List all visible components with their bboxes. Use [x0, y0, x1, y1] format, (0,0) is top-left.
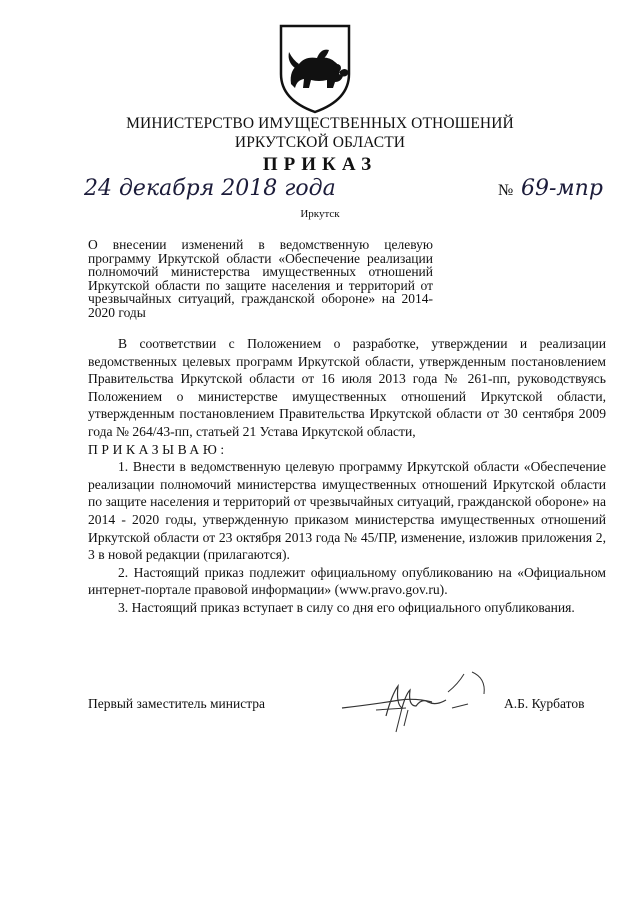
ministry-line-2: ИРКУТСКОЙ ОБЛАСТИ: [234, 134, 406, 151]
signer-position: Первый заместитель министра: [88, 696, 266, 711]
coat-of-arms-emblem: [277, 22, 353, 114]
signer-name: А.Б. Курбатов: [504, 696, 585, 711]
order-item-2: 2. Настоящий приказ подлежит официальному опубликованию на «Официальном интернет-портале правовой информации» (www.pravo.gov.ru).: [88, 564, 606, 598]
order-body: [88, 335, 606, 617]
document-type-title: ПРИКАЗ: [262, 154, 378, 175]
number-label: №: [498, 182, 514, 199]
order-word: ПРИКАЗЫВАЮ:: [88, 441, 228, 457]
handwritten-signature: [336, 664, 496, 736]
city-label: Иркутск: [300, 208, 340, 220]
handwritten-number: 69-мпр: [521, 176, 603, 201]
ministry-heading: [0, 114, 640, 152]
order-item-3: 3. Настоящий приказ вступает в силу со дня его официального опубликования.: [118, 599, 575, 615]
order-subject: О внесении изменений в ведомственную целевую программу Иркутской области «Обеспечение реализации полномочий министерства имущественных отношений Иркутской области по защите населения и территорий от чрезвычайных ситуаций, гражданской обороне» на 2014-2020 годы: [88, 237, 433, 320]
ministry-line-1: МИНИСТЕРСТВО ИМУЩЕСТВЕННЫХ ОТНОШЕНИЙ: [126, 115, 514, 132]
preamble-paragraph: В соответствии с Положением о разработке, утверждении и реализации ведомственных целевых программ Иркутской области, утвержденным постановлением Правительства Иркутской области от 16 июля 2013 года № 261-пп, руководствуясь Положением о министерстве имущественных отношений Иркутской области, утвержденным постановлением Правительства Иркутской области от 30 сентября 2009 года № 264/43-пп, статьей 21 Устава Иркутской области,: [88, 336, 606, 439]
handwritten-date: 24 декабря 2018 года: [84, 176, 336, 201]
order-item-1: 1. Внести в ведомственную целевую программу Иркутской области «Обеспечение реализации полномочий министерства имущественных отношений Иркутской области по защите населения и территорий от чрезвычайных ситуаций, гражданской обороне» на 2014 - 2020 годы, утвержденную приказом министерства имущественных отношений Иркутской области от 23 октября 2013 года № 45/ПР, изменение, изложив приложения 2, 3 в новой редакции (прилагаются).: [88, 459, 606, 563]
